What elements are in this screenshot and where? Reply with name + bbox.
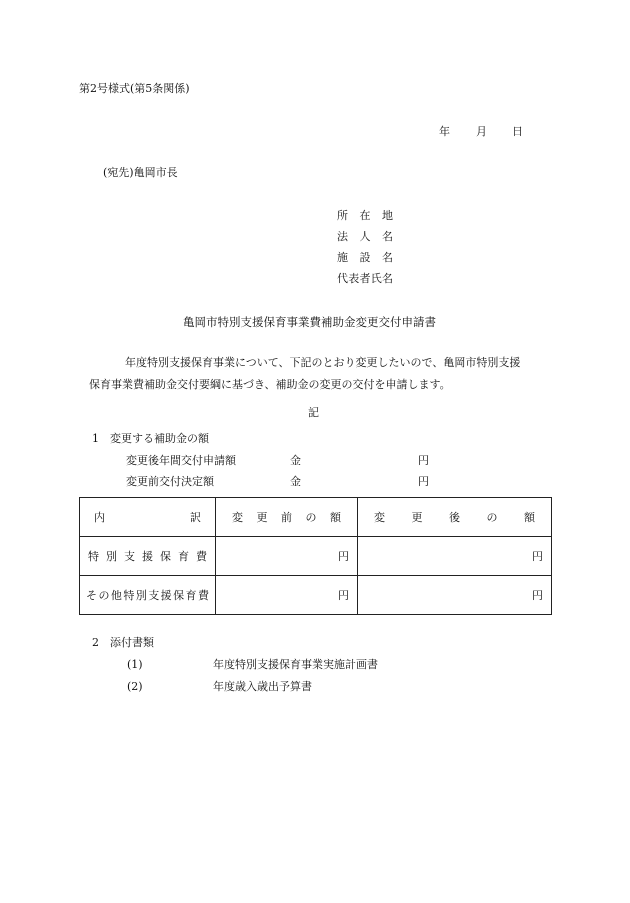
row-before-amount: 円 xyxy=(216,576,358,615)
body-text-line2: 保育事業費補助金交付要綱に基づき、補助金の変更の交付を申請します。 xyxy=(89,378,451,391)
date-month: 月 xyxy=(476,125,487,138)
header-item: 内訳 xyxy=(80,498,216,537)
table-header-row xyxy=(80,498,552,537)
ki-marker: 記 xyxy=(308,406,319,419)
attachment-text: 年度特別支援保育事業実施計画書 xyxy=(213,658,378,671)
field-label-address: 所在地 xyxy=(337,209,393,222)
field-label-representative: 代表者氏名 xyxy=(337,272,393,285)
table-row xyxy=(80,576,552,615)
date-year: 年 xyxy=(439,125,450,138)
kin-marker: 金 xyxy=(290,454,301,467)
row-label: 変更後年間交付申請額 xyxy=(126,454,236,467)
attachment-number: (2) xyxy=(127,680,143,693)
section1-heading: 1 変更する補助金の額 xyxy=(92,432,209,445)
table-row xyxy=(80,537,552,576)
row-after-amount: 円 xyxy=(358,537,552,576)
yen-marker: 円 xyxy=(418,475,429,488)
kin-marker: 金 xyxy=(290,475,301,488)
yen-marker: 円 xyxy=(418,454,429,467)
row-item: 特別支援保育費 xyxy=(80,537,216,576)
form-number: 第2号様式(第5条関係) xyxy=(79,82,190,95)
attachment-number: (1) xyxy=(127,658,143,671)
field-label-corporation: 法人名 xyxy=(337,230,393,243)
header-after: 変更後の額 xyxy=(358,498,552,537)
document-title: 亀岡市特別支援保育事業費補助金変更交付申請書 xyxy=(183,315,436,329)
field-label-facility: 施設名 xyxy=(337,251,393,264)
header-before: 変更前の額 xyxy=(216,498,358,537)
date-day: 日 xyxy=(512,125,523,138)
section2-heading: 2 添付書類 xyxy=(92,636,154,649)
addressee: (宛先)亀岡市長 xyxy=(103,166,178,179)
body-text-line1: 年度特別支援保育事業について、下記のとおり変更したいので、亀岡市特別支援 xyxy=(125,356,521,369)
row-item: その他特別支援保育費 xyxy=(80,576,216,615)
attachment-text: 年度歳入歳出予算書 xyxy=(213,680,312,693)
row-after-amount: 円 xyxy=(358,576,552,615)
breakdown-table xyxy=(79,497,552,615)
row-label: 変更前交付決定額 xyxy=(126,475,214,488)
row-before-amount: 円 xyxy=(216,537,358,576)
